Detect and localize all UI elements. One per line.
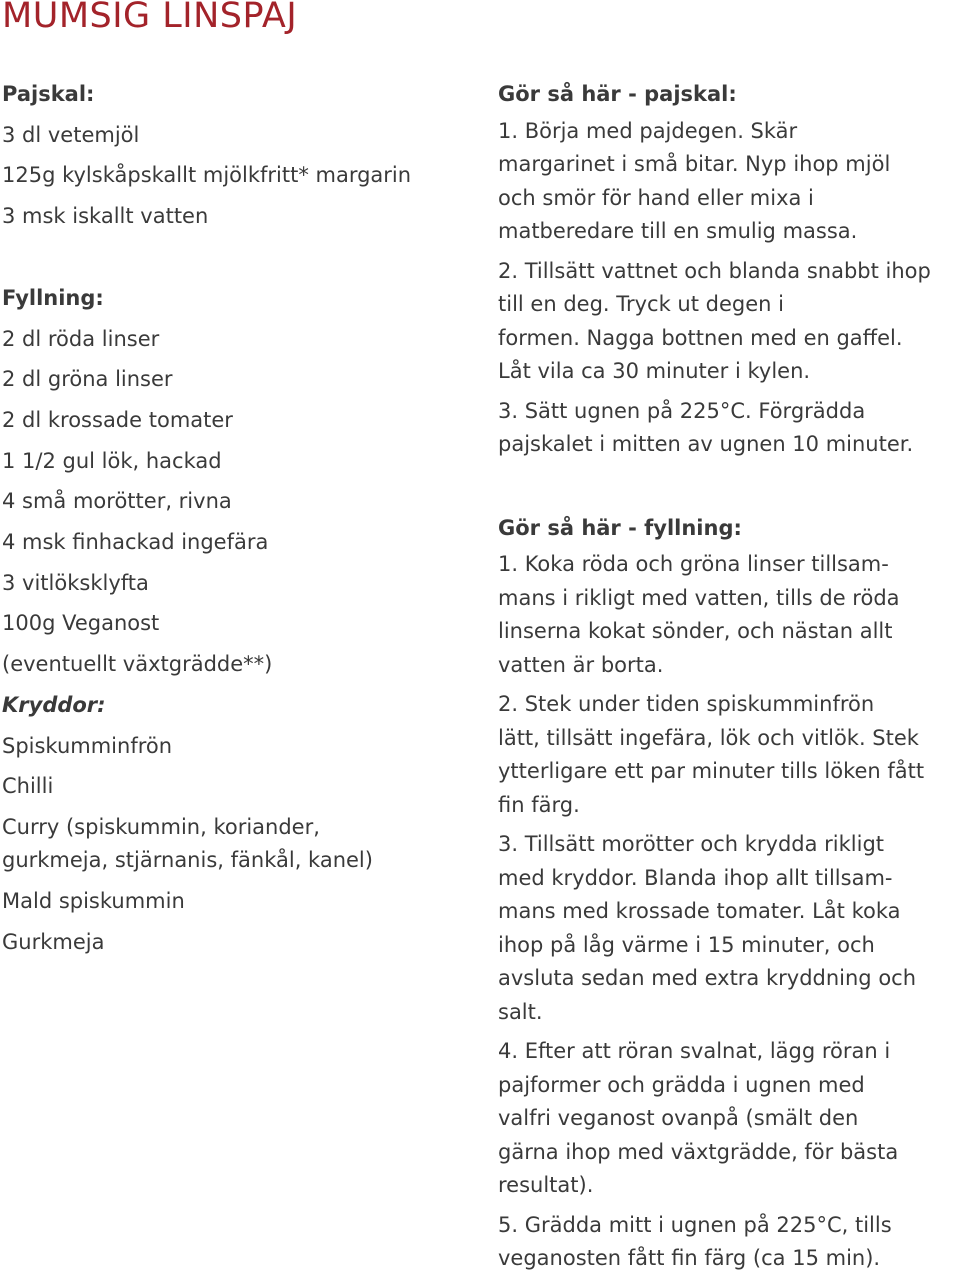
instruction-line: 3. Tillsätt morötter och krydda rikligt [498,832,885,857]
instruction-line: avsluta sedan med extra kryddning och [498,966,917,991]
fyllning-steps [498,548,960,1276]
pajskal-steps [498,115,960,462]
fyllning-steps-heading: Gör så här - fyllning: [498,515,742,540]
instruction-line: ytterligare ett par minuter tills löken fått [498,759,925,784]
instruction-step [498,828,960,1029]
instruction-line: 4. Efter att röran svalnat, lägg röran i [498,1039,891,1064]
kryddor-heading: Kryddor: [2,692,106,717]
instructions-column [498,74,960,1282]
instruction-step [498,115,960,249]
instruction-line: och smör för hand eller mixa i [498,185,814,210]
instruction-line: fin färg. [498,792,580,817]
ingredients-column [2,74,462,962]
instruction-step [498,255,960,389]
instruction-line: gärna ihop med växtgrädde, för bästa [498,1139,899,1164]
instruction-line: mans med krossade tomater. Låt koka [498,899,901,924]
pajskal-heading: Pajskal: [2,82,95,106]
instruction-step [498,688,960,822]
kryddor-list [2,726,462,807]
instruction-line: 1. Börja med pajdegen. Skär [498,118,798,143]
instruction-line: Låt vila ca 30 minuter i kylen. [498,359,811,384]
instruction-step [498,1035,960,1203]
curry-line-2: gurkmeja, stjärnanis, fänkål, kanel) [2,848,373,873]
instruction-line: vatten är borta. [498,652,664,677]
instruction-step [498,548,960,682]
ingredient-item: (eventuellt växtgrädde**) [2,652,273,677]
instruction-line: linserna kokat sönder, och nästan allt [498,619,893,644]
ingredient-item: Mald spiskummin [2,888,185,913]
ingredient-item: 3 dl vetemjöl [2,122,140,147]
instruction-line: valfri veganost ovanpå (smält den [498,1106,859,1131]
instruction-line: pajskalet i mitten av ugnen 10 minuter. [498,432,914,457]
instruction-line: 2. Stek under tiden spiskumminfrön [498,692,875,717]
instruction-line: till en deg. Tryck ut degen i [498,292,784,317]
instruction-line: med kryddor. Blanda ihop allt tillsam- [498,865,893,890]
instruction-line: matberedare till en smulig massa. [498,219,858,244]
instruction-line: salt. [498,999,543,1024]
fyllning-heading: Fyllning: [2,285,104,310]
instruction-line: 1. Koka röda och gröna linser tillsam- [498,552,889,577]
ingredient-item: 2 dl gröna linser [2,367,173,392]
ingredient-item: 4 små morötter, rivna [2,489,232,514]
instruction-line: mans i rikligt med vatten, tills de röda [498,585,900,610]
ingredient-item: Spiskumminfrön [2,733,173,758]
curry-line-1: Curry (spiskummin, koriander, [2,814,320,839]
instruction-line: 5. Grädda mitt i ugnen på 225°C, tills [498,1212,892,1237]
pajskal-list [2,115,462,237]
ingredient-item: 2 dl röda linser [2,326,160,351]
ingredient-item: 1 1/2 gul lök, hackad [2,448,222,473]
ingredient-item: 3 msk iskallt vatten [2,204,209,229]
instruction-step [498,395,960,462]
ingredient-item: 2 dl krossade tomater [2,407,233,432]
instruction-step [498,1209,960,1276]
instruction-line: lätt, tillsätt ingefära, lök och vitlök. Stek [498,725,919,750]
ingredient-item: Chilli [2,774,54,799]
instruction-line: veganosten fått fin färg (ca 15 min). [498,1246,881,1271]
instruction-line: pajformer och grädda i ugnen med [498,1072,865,1097]
instruction-line: margarinet i små bitar. Nyp ihop mjöl [498,152,891,177]
ingredient-item: 125g kylskåpskallt mjölkfritt* margarin [2,163,412,188]
ingredient-item: Gurkmeja [2,929,105,954]
ingredient-item: 3 vitlöksklyfta [2,570,149,595]
kryddor-more-list [2,881,462,962]
pajskal-steps-heading: Gör så här - pajskal: [498,82,737,106]
recipe-title: MUMSIG LINSPAJ [2,0,298,36]
instruction-line: resultat). [498,1173,594,1198]
curry-item [2,807,462,881]
instruction-line: 2. Tillsätt vattnet och blanda snabbt ihop [498,258,931,283]
ingredient-item: 100g Veganost [2,611,160,636]
fyllning-list [2,319,462,685]
instruction-line: ihop på låg värme i 15 minuter, och [498,932,875,957]
instruction-line: formen. Nagga bottnen med en gaffel. [498,325,903,350]
instruction-line: 3. Sätt ugnen på 225°C. Förgrädda [498,398,866,423]
ingredient-item: 4 msk finhackad ingefära [2,530,269,555]
